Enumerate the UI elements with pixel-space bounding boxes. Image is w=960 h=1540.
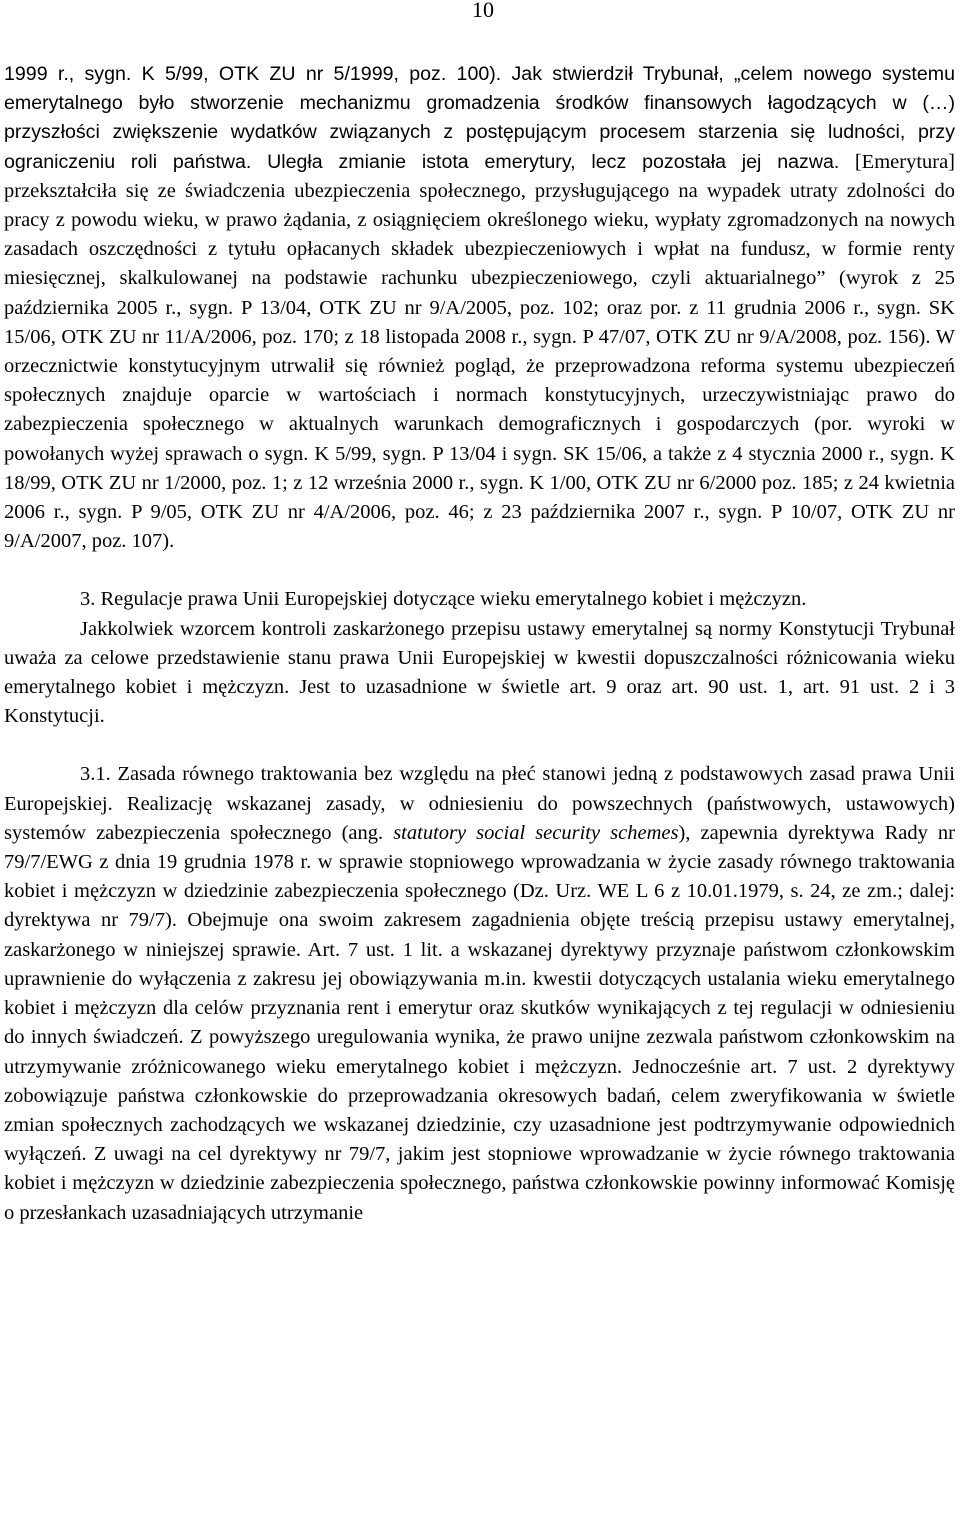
paragraph-1-sans-text: 1999 r., sygn. K 5/99, OTK ZU nr 5/1999, poz. 100). Jak stwierdził Trybunał, „celem nowego systemu emerytalnego było stworzenie mechanizmu gromadzenia środków finansowych łagodzących w (…) przyszłości zwiększenie wydatków związanych z postępującym procesem starzenia się ludności, przy ograniczeniu roli państwa. Uległa zmianie istota emerytury, lecz pozostała jej nazwa. [4,63,955,173]
paragraph-3-text-a: 3.1. Zasada równego traktowania bez względu na płeć stanowi jedną z podstawowych zasad prawa Unii Europejskiej. Realizację wskazanej zasady, w odniesieniu do powszechnych (państwowych, ustawowych) systemów zabezpieczenia społecznego (ang. [4,763,955,844]
spacer [4,556,955,585]
paragraph-2: Jakkolwiek wzorcem kontroli zaskarżonego przepisu ustawy emerytalnej są normy Konstytucji Trybunał uważa za celowe przedstawienie stanu prawa Unii Europejskiej w kwestii dopuszczalności różnicowania wieku emerytalnego kobiet i mężczyzn. Jest to uzasadnione w świetle art. 9 oraz art. 90 ust. 1, art. 91 ust. 2 i 3 Konstytucji. [4,617,955,728]
paragraph-1 [4,60,955,556]
paragraph-1-serif-text: [Emerytura] przekształciła się ze świadczenia ubezpieczenia społecznego, przysługującego na wypadek utraty zdolności do pracy z powodu wieku, w prawo żądania, z osiągnięciem określonego wieku, wypłaty zgromadzonych na nowych zasadach oszczędności z tytułu opłacanych składek ubezpieczeniowych i wpłat na fundusz, w formie renty miesięcznej, skalkulowanej na podstawie rachunku ubezpieczeniowego, czyli aktuarialnego” (wyrok z 25 października 2005 r., sygn. P 13/04, OTK ZU nr 9/A/2005, poz. 102; oraz por. z 11 grudnia 2006 r., sygn. SK 15/06, OTK ZU nr 11/A/2006, poz. 170; z 18 listopada 2008 r., sygn. P 47/07, OTK ZU nr 9/A/2008, poz. 156). W orzecznictwie konstytucyjnym utrwalił się również pogląd, że przeprowadzona reforma systemu ubezpieczeń społecznych znajduje oparcie w wartościach i normach konstytucyjnych, urzeczywistniając prawo do zabezpieczenia społecznego w aktualnych warunkach demograficznych i gospodarczych (por. wyroki w powołanych wyżej sprawach o sygn. K 5/99, sygn. P 13/04 i sygn. SK 15/06, a także z 4 stycznia 2000 r., sygn. K 18/99, OTK ZU nr 1/2000, poz. 1; z 12 września 2000 r., sygn. K 1/00, OTK ZU nr 6/2000 poz. 185; z 24 kwietnia 2006 r., sygn. P 9/05, OTK ZU nr 4/A/2006, poz. 46; z 23 października 2007 r., sygn. P 10/07, OTK ZU nr 9/A/2007, poz. 107). [4,150,956,553]
spacer [4,731,955,760]
section-heading-3: 3. Regulacje prawa Unii Europejskiej dotyczące wieku emerytalnego kobiet i mężczyzn. [80,588,807,611]
paragraph-3 [4,760,955,1227]
document-body [4,60,955,1228]
page-number: 10 [472,0,494,22]
paragraph-3-text-b: ), zapewnia dyrektywa Rady nr 79/7/EWG z dnia 19 grudnia 1978 r. w sprawie stopniowego wprowadzania w życie zasady równego traktowania kobiet i mężczyzn w dziedzinie zabezpieczenia społecznego (Dz. Urz. WE L 6 z 10.01.1979, s. 24, ze zm.; dalej: dyrektywa nr 79/7). Obejmuje ona swoim zakresem zagadnienia objęte treścią przepisu ustawy emerytalnej, zaskarżonego w niniejszej sprawie. Art. 7 ust. 1 lit. a wskazanej dyrektywy przyznaje państwom członkowskim uprawnienie do wyłączenia z zakresu jej obowiązywania m.in. kwestii dotyczących ustalania wieku emerytalnego kobiet i mężczyzn dla celów przyznania rent i emerytur oraz skutków wynikających z tej regulacji w odniesieniu do innych świadczeń. Z powyższego uregulowania wynika, że prawo unijne zezwala państwom członkowskim na utrzymywanie zróżnicowanego wieku emerytalnego kobiet i mężczyzn. Jednocześnie art. 7 ust. 2 dyrektywy zobowiązuje państwa członkowskie do przeprowadzania okresowych badań, celem zweryfikowania w świetle zmian społecznych zachodzących we wskazanej dziedzinie, czy uzasadnione jest podtrzymywanie odpowiednich wyłączeń. Z uwagi na cel dyrektywy nr 79/7, jakim jest stopniowe wprowadzanie w życie równego traktowania kobiet i mężczyzn w dziedzinie zabezpieczenia społecznego, państwa członkowskie powinny informować Komisję o przesłankach uzasadniających utrzymanie [4,821,955,1224]
paragraph-3-italic-term: statutory social security schemes [393,821,679,844]
